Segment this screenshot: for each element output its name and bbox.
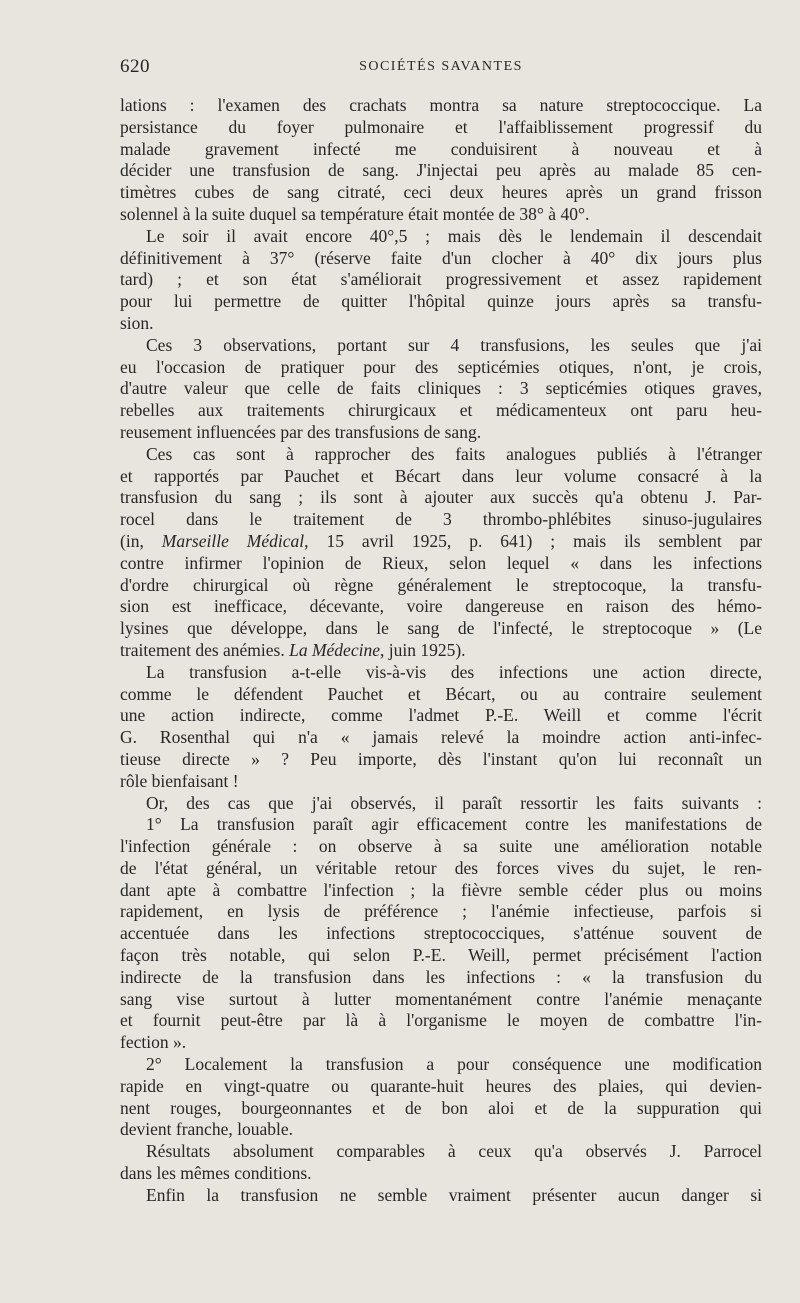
text-line: indirecte de la transfusion dans les infections : « la transfusion du [120, 966, 762, 987]
text-line: l'infection générale : on observe à sa suite une amélioration notable [120, 836, 762, 857]
text-line: d'autre valeur que celle de faits cliniques : 3 septicémies otiques graves, [120, 378, 762, 399]
text-line: rocel dans le traitement de 3 thrombo-phlébites sinuso-jugulaires [120, 509, 762, 530]
text-line: et rapportés par Pauchet et Bécart dans leur volume consacré à la [120, 465, 762, 486]
text-line: rôle bienfaisant ! [120, 770, 239, 791]
text-line: Or, des cas que j'ai observés, il paraît ressortir les faits suivants : [146, 792, 762, 813]
text-line: tieuse directe » ? Peu importe, dès l'instant qu'on lui reconnaît un [120, 748, 762, 769]
running-title: SOCIÉTÉS SAVANTES [359, 59, 523, 74]
text-line: nent rouges, bourgeonnantes et de bon aloi et de la suppuration qui [120, 1097, 762, 1118]
text-line: dant apte à combattre l'infection ; la fièvre semble céder plus ou moins [120, 879, 762, 900]
text-line: traitement des anémies. La Médecine, juin 1925). [120, 639, 466, 660]
text-line: La transfusion a-t-elle vis-à-vis des infections une action directe, [146, 661, 762, 682]
text-line: eu l'occasion de pratiquer pour des septicémies otiques, n'ont, je crois, [120, 356, 762, 377]
body-text [120, 95, 762, 1207]
text-line: transfusion du sang ; ils sont à ajouter aux succès qu'a obtenu J. Par- [120, 487, 762, 508]
text-line: sion est inefficace, décevante, voire dangereuse en raison des hémo- [120, 596, 762, 617]
text-line: sang vise surtout à lutter momentanément contre l'anémie menaçante [120, 988, 762, 1009]
text-line: devient franche, louable. [120, 1119, 293, 1140]
text-line: de l'état général, un véritable retour des forces vives du sujet, le ren- [120, 857, 762, 878]
text-line: et fournit peut-être par là à l'organisme le moyen de combattre l'in- [120, 1010, 762, 1031]
italic-title: La Médecine [289, 639, 380, 660]
text-line: lysines que développe, dans le sang de l'infecté, le streptocoque » (Le [120, 618, 762, 639]
text-line: rebelles aux traitements chirurgicaux et médicamenteux ont paru heu- [120, 400, 762, 421]
text-line: solennel à la suite duquel sa température était montée de 38° à 40°. [120, 203, 590, 224]
text-line: comme le défendent Pauchet et Bécart, ou au contraire seulement [120, 683, 762, 704]
text-line: lations : l'examen des crachats montra sa nature streptococcique. La [120, 95, 762, 115]
text-line: Résultats absolument comparables à ceux qu'a observés J. Parrocel [146, 1141, 762, 1162]
text-line: 2° Localement la transfusion a pour conséquence une modification [146, 1054, 762, 1075]
text-line: fection ». [120, 1032, 187, 1053]
text-line: façon très notable, qui selon P.-E. Weill, permet précisément l'action [120, 945, 762, 966]
text-line: 1° La transfusion paraît agir efficacement contre les manifestations de [146, 814, 762, 835]
text-line: persistance du foyer pulmonaire et l'affaiblissement progressif du [120, 116, 762, 137]
text-line: contre infirmer l'opinion de Rieux, selon lequel « dans les infections [120, 552, 762, 573]
text-line: rapide en vingt-quatre ou quarante-huit heures des plaies, qui devien- [120, 1075, 762, 1096]
text-line: malade gravement infecté me conduisirent à nouveau et à [120, 138, 762, 159]
text-line: timètres cubes de sang citraté, ceci deux heures après un grand frisson [120, 182, 762, 203]
italic-title: Marseille Médical [161, 530, 305, 551]
text-line: définitivement à 37° (réserve faite d'un clocher à 40° dix jours plus [120, 247, 762, 268]
page-header [120, 56, 762, 82]
page-number: 620 [120, 56, 150, 77]
text-line: décider une transfusion de sang. J'injectai peu après au malade 85 cen- [120, 160, 762, 181]
text-line: tard) ; et son état s'améliorait progressivement et assez rapidement [120, 269, 762, 290]
text-line: sion. [120, 312, 154, 333]
text-line: pour lui permettre de quitter l'hôpital quinze jours après sa transfu- [120, 291, 762, 312]
text-line: accentuée dans les infections streptococciques, s'atténue souvent de [120, 923, 762, 944]
text-line: une action indirecte, comme l'admet P.-E. Weill et comme l'écrit [120, 705, 762, 726]
text-line: reusement influencées par des transfusions de sang. [120, 421, 482, 442]
text-line: Ces 3 observations, portant sur 4 transfusions, les seules que j'ai [146, 334, 762, 355]
text-line: (in, Marseille Médical, 15 avril 1925, p. 641) ; mais ils semblent par [120, 530, 763, 551]
text-line: d'ordre chirurgical où règne généralement le streptocoque, la transfu- [120, 574, 762, 595]
text-line: Ces cas sont à rapprocher des faits analogues publiés à l'étranger [146, 443, 762, 464]
text-line: G. Rosenthal qui n'a « jamais relevé la moindre action anti-infec- [120, 727, 762, 748]
text-line: dans les mêmes conditions. [120, 1163, 312, 1184]
text-line: Enfin la transfusion ne semble vraiment présenter aucun danger si [146, 1184, 762, 1205]
text-line: Le soir il avait encore 40°,5 ; mais dès le lendemain il descendait [146, 225, 762, 246]
text-line: rapidement, en lysis de préférence ; l'anémie infectieuse, parfois si [120, 901, 762, 922]
